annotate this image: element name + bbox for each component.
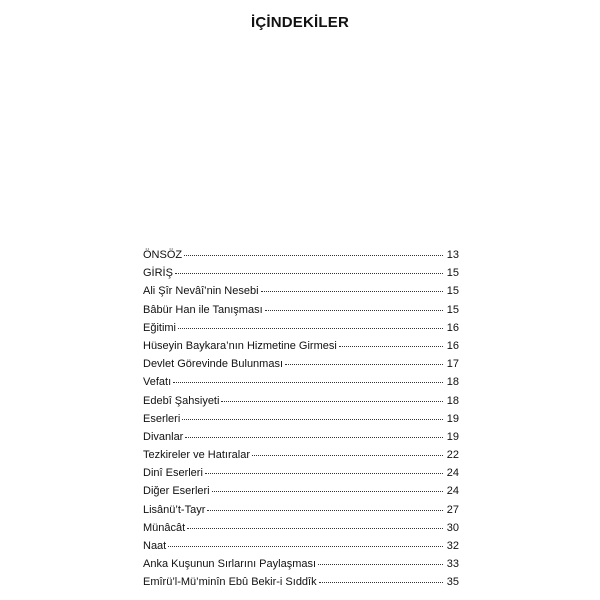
toc-entry-title: Emîrü’l-Mü’minîn Ebû Bekir-i Sıddîk [143, 576, 317, 589]
toc-entry [143, 446, 459, 464]
toc-entry-title: Divanlar [143, 430, 184, 443]
dot-leader [212, 483, 443, 492]
toc-entry-page: 19 [446, 412, 459, 425]
toc-entry-page: 15 [446, 303, 459, 316]
toc-entry [143, 319, 459, 337]
toc-entry-page: 15 [446, 267, 459, 280]
dot-leader [182, 411, 443, 420]
table-of-contents [143, 246, 459, 592]
dot-leader [187, 520, 443, 529]
toc-entry-page: 32 [446, 540, 459, 552]
toc-entry [143, 282, 459, 300]
toc-entry-page: 24 [446, 485, 459, 498]
toc-entry-page: 24 [446, 467, 459, 480]
toc-entry [143, 301, 459, 319]
dot-leader [175, 265, 443, 274]
dot-leader [185, 429, 443, 438]
dot-leader [168, 538, 443, 547]
toc-entry [143, 573, 459, 591]
toc-entry [143, 555, 459, 573]
toc-entry [143, 410, 459, 428]
dot-leader [173, 374, 443, 383]
toc-entry [143, 337, 459, 355]
dot-leader [207, 502, 443, 511]
toc-entry-page: 19 [446, 430, 459, 443]
toc-entry-title: ÖNSÖZ [143, 249, 183, 261]
toc-entry-page: 17 [446, 358, 459, 371]
toc-entry [143, 373, 459, 391]
toc-entry [143, 501, 459, 519]
toc-entry [143, 464, 459, 482]
toc-entry-page: 15 [446, 285, 459, 298]
toc-entry-title: Devlet Görevinde Bulunması [143, 358, 284, 371]
page-title: İÇİNDEKİLER [250, 14, 350, 31]
toc-entry [143, 355, 459, 373]
dot-leader [285, 356, 443, 365]
toc-entry-title: Diğer Eserleri [143, 485, 210, 498]
dot-leader [261, 283, 443, 292]
toc-entry-title: Münâcât [143, 521, 186, 534]
toc-entry-page: 18 [446, 394, 459, 407]
toc-entry-title: Lisânü’t-Tayr [143, 503, 206, 516]
toc-entry-title: Eserleri [143, 412, 181, 425]
toc-entry-title: Edebî Şahsiyeti [143, 394, 220, 407]
toc-entry-title: Hüseyin Baykara’nın Hizmetine Girmesi [143, 339, 337, 352]
dot-leader [339, 338, 443, 347]
toc-entry [143, 519, 459, 537]
toc-entry-page: 30 [446, 521, 459, 534]
toc-entry-page: 18 [446, 376, 459, 389]
toc-entry-page: 33 [446, 558, 459, 571]
dot-leader [265, 302, 443, 311]
toc-entry-page: 27 [446, 503, 459, 516]
toc-entry-title: Dinî Eserleri [143, 467, 203, 480]
toc-entry-page: 35 [446, 576, 459, 589]
toc-entry-page: 16 [446, 339, 459, 352]
toc-entry [143, 392, 459, 410]
dot-leader [178, 320, 443, 329]
dot-leader [184, 247, 443, 256]
dot-leader [205, 465, 443, 474]
dot-leader [318, 556, 443, 565]
toc-entry-title: GİRİŞ [143, 267, 173, 280]
toc-entry-title: Bâbür Han ile Tanışması [143, 303, 263, 316]
toc-entry [143, 428, 459, 446]
toc-entry-title: Anka Kuşunun Sırlarını Paylaşması [143, 558, 317, 571]
toc-entry [143, 482, 459, 500]
toc-entry [143, 264, 459, 282]
toc-entry-page: 16 [446, 321, 459, 334]
dot-leader [252, 447, 443, 456]
toc-entry-page: 13 [446, 249, 459, 261]
dot-leader [221, 393, 443, 402]
toc-entry [143, 246, 459, 264]
toc-entry-title: Naat [143, 540, 167, 552]
toc-entry-title: Vefatı [143, 376, 172, 389]
toc-entry-page: 22 [446, 449, 459, 462]
toc-entry [143, 537, 459, 555]
dot-leader [319, 574, 443, 583]
toc-entry-title: Ali Şîr Nevâî’nin Nesebi [143, 285, 259, 298]
toc-entry-title: Tezkireler ve Hatıralar [143, 449, 250, 462]
toc-entry-title: Eğitimi [143, 321, 177, 334]
